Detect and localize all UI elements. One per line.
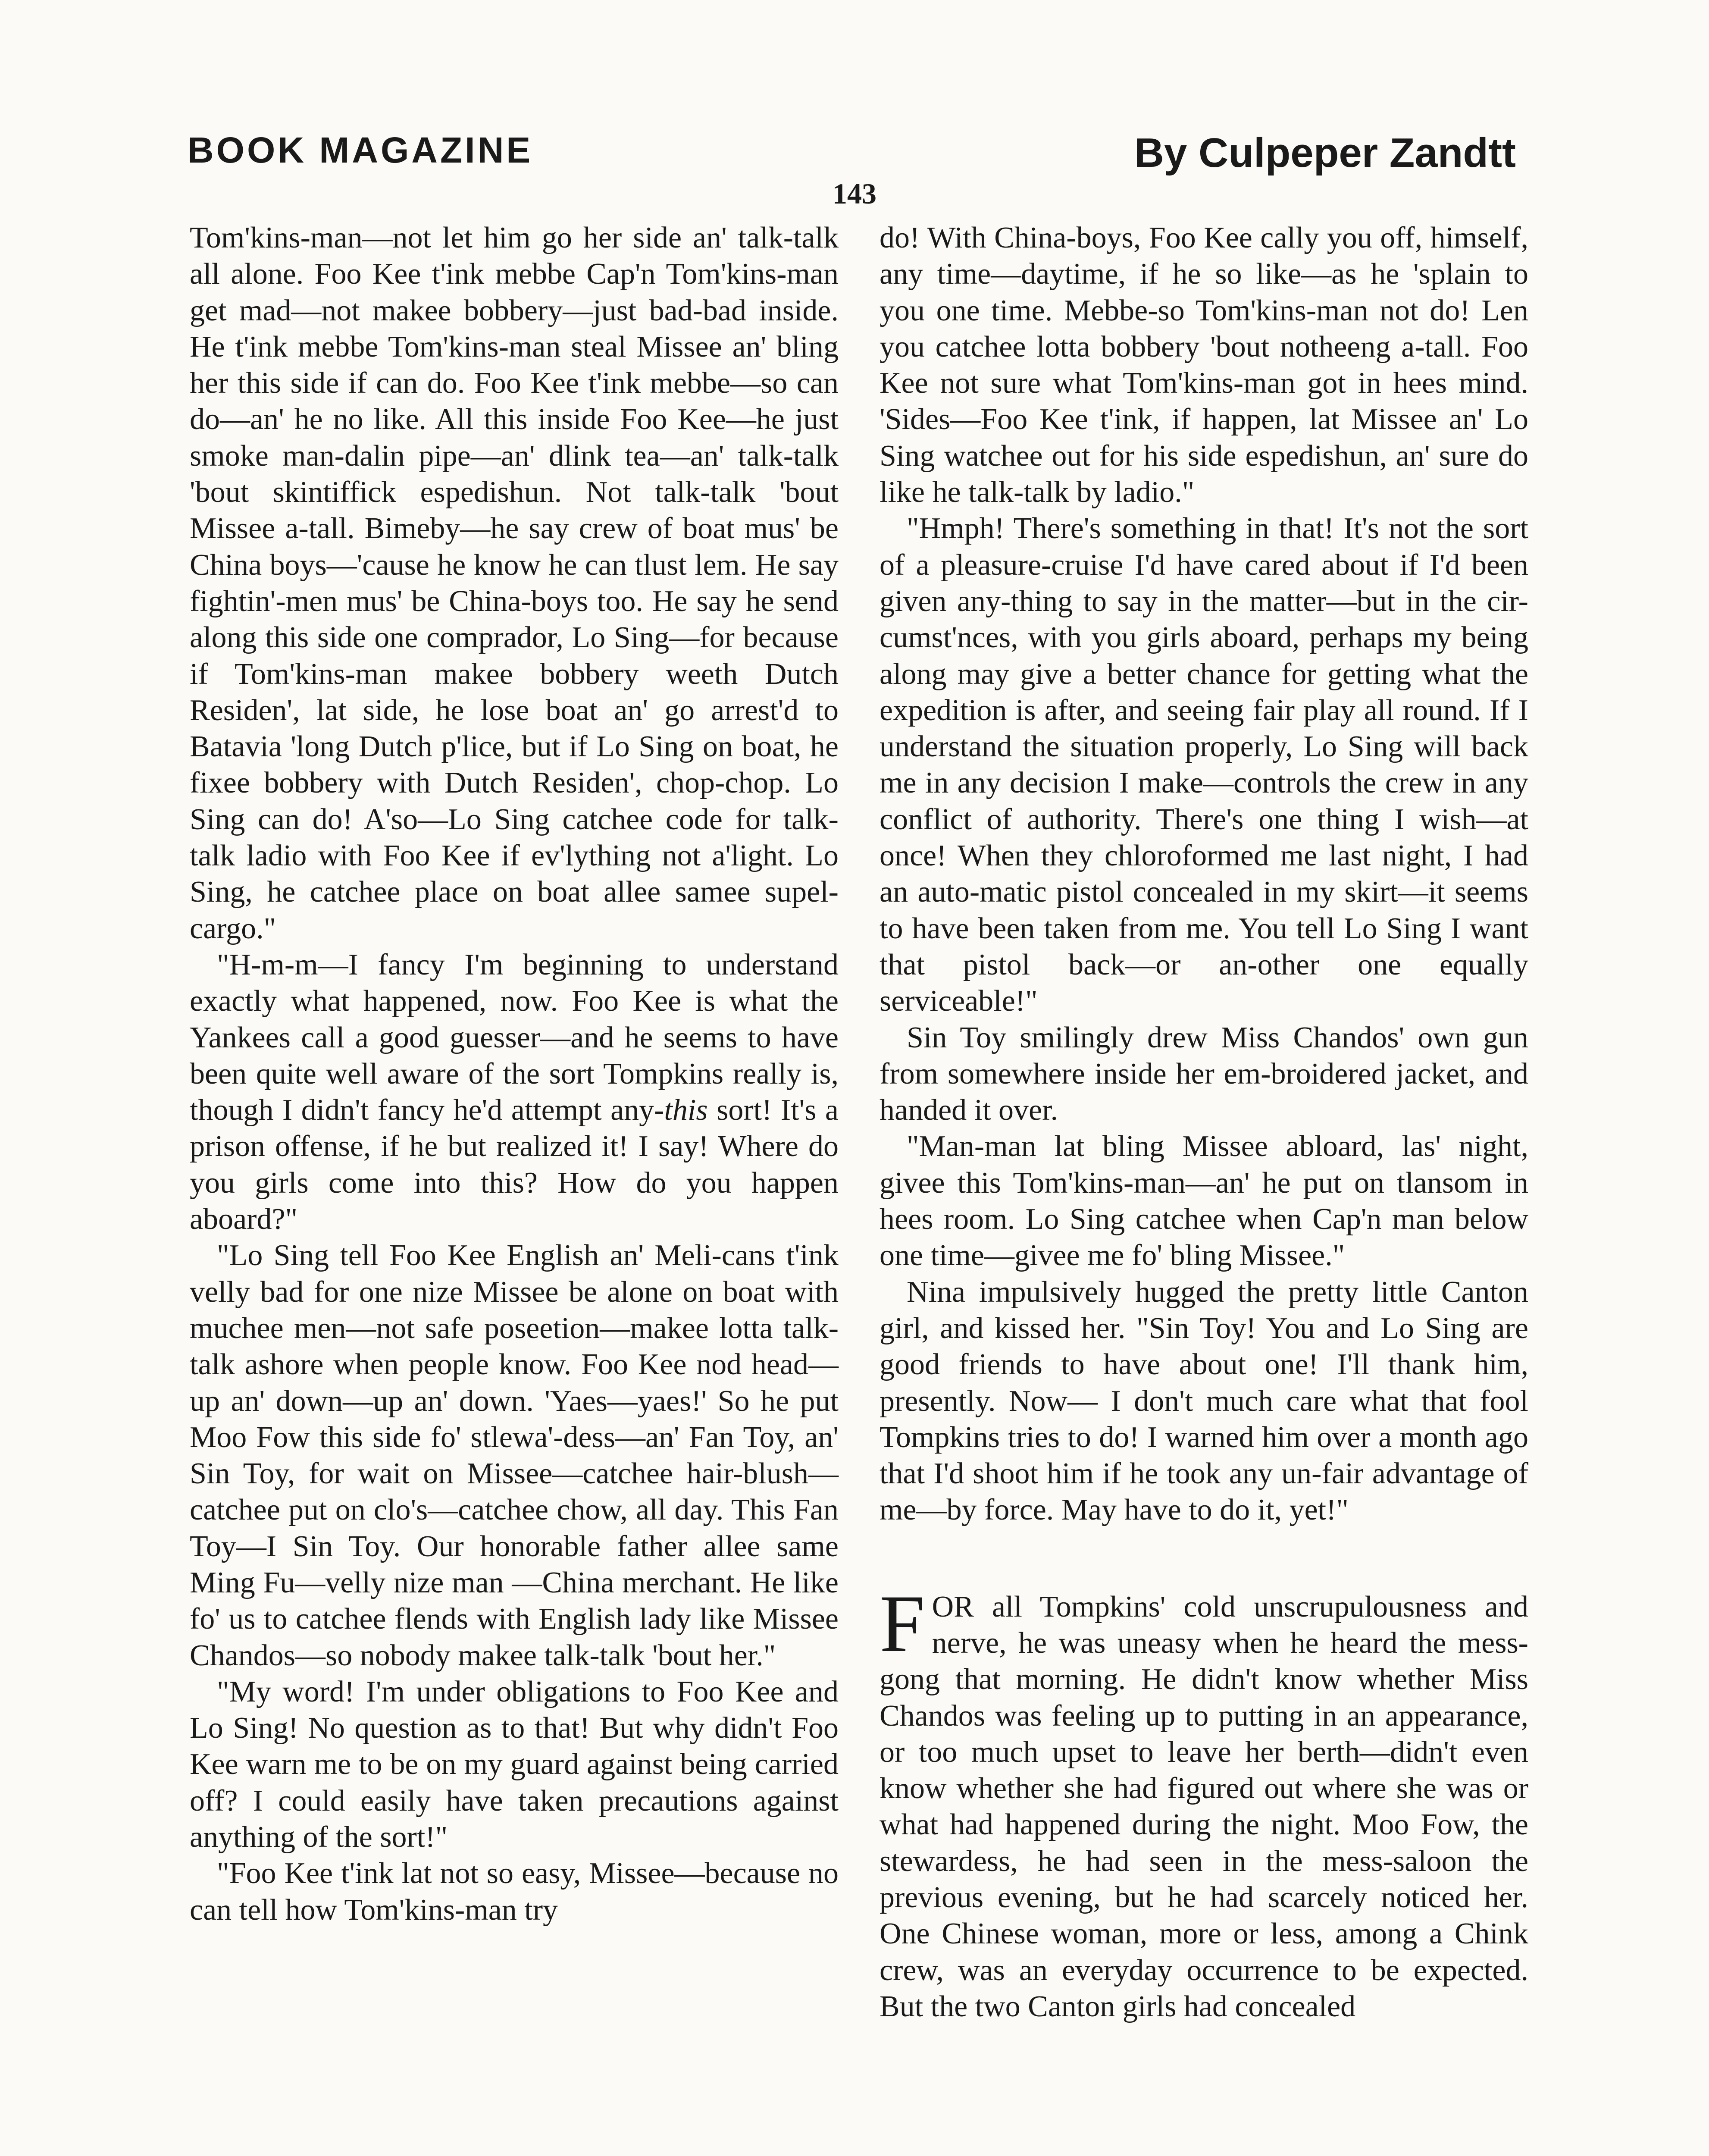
paragraph: "H-m-m—I fancy I'm beginning to understand exactly what happened, now. Foo Kee is what the Yankees call a good guesser—and he seems to have been quite well aware of the sort Tompkins really is, though I didn't fancy he'd attempt any-this sort! It's a prison offense, if he but realized it! I say! Where do you girls come into this? How do you happen aboard?" [190, 948, 839, 1236]
page-number: 143 [833, 177, 876, 210]
paragraph: do! With China-boys, Foo Kee cally you off, himself, any time—daytime, if he so like—as he 'splain to you one time. Mebbe-so Tom'kins-man not do! Len you catchee lotta bobbery 'bout notheeng a-tall. Foo Kee not sure what Tom'kins-man got in hees mind. 'Sides—Foo Kee t'ink, if happen, lat Missee an' Lo Sing watchee out for his side espedishun, an' sure do like he talk-talk by ladio." [880, 221, 1528, 509]
drop-cap: F [880, 1578, 925, 1669]
paragraph: Sin Toy smilingly drew Miss Chandos' own gun from somewhere inside her em-broidered jacket, and handed it over. [880, 1021, 1528, 1127]
paragraph: "Hmph! There's something in that! It's not the sort of a pleasure-cruise I'd have cared about if I'd been given any-thing to say in the matter—but in the cir-cumst'nces, with you girls aboard, perhaps my being along may give a better chance for getting what the expedition is after, and seeing fair play all round. If I understand the situation properly, Lo Sing will back me in any decision I make—controls the crew in any conflict of authority. There's one thing I wish—at once! When they chloroformed me last night, I had an auto-matic pistol concealed in my skirt—it seems to have been taken from me. You tell Lo Sing I want that pistol back—or an-other one equally serviceable!" [880, 512, 1528, 1018]
paragraph: "Man-man lat bling Missee abloard, las' night, givee this Tom'kins-man—an' he put on tlansom in hees room. Lo Sing catchee when Cap'n man below one time—givee me fo' bling Missee." [880, 1130, 1528, 1272]
left-column [190, 220, 839, 1928]
right-column [880, 220, 1528, 2025]
paragraph: Tom'kins-man—not let him go her side an' talk-talk all alone. Foo Kee t'ink mebbe Cap'n Tom'kins-man get mad—not makee bobbery—just bad-bad inside. He t'ink mebbe Tom'kins-man steal Missee an' bling her this side if can do. Foo Kee t'ink mebbe—so can do—an' he no like. All this inside Foo Kee—he just smoke man-dalin pipe—an' dlink tea—an' talk-talk 'bout skintiffick espedishun. Not talk-talk 'bout Missee a-tall. Bimeby—he say crew of boat mus' be China boys—'cause he know he can tlust lem. He say fightin'-men mus' be China-boys too. He say he send along this side one comprador, Lo Sing—for because if Tom'kins-man makee bobbery weeth Dutch Residen', lat side, he lose boat an' go arrest'd to Batavia 'long Dutch p'lice, but if Lo Sing on boat, he fixee bobbery with Dutch Residen', chop-chop. Lo Sing can do! A'so—Lo Sing catchee code for talk-talk ladio with Foo Kee if ev'lything not a'light. Lo Sing, he catchee place on boat allee samee supel-cargo." [190, 221, 839, 945]
paragraph: Nina impulsively hugged the pretty little Canton girl, and kissed her. "Sin Toy! You and Lo Sing are good friends to have about one! I'll thank him, presently. Now— I don't much care what that fool Tompkins tries to do! I warned him over a month ago that I'd shoot him if he took any un-fair advantage of me—by force. May have to do it, yet!" [880, 1275, 1528, 1527]
section-opening-paragraph: FOR all Tompkins' cold unscrupulousness and nerve, he was uneasy when he heard the mess-gong that morning. He didn't know whether Miss Chandos was feeling up to putting in an appearance, or too much upset to leave her berth—didn't even know whether she had figured out where she was or what had happened during the night. Moo Fow, the stewardess, he had seen in the mess-saloon the previous evening, but he had scarcely noticed her. One Chinese woman, more or less, among a Chink crew, was an everyday occurrence to be expected. But the two Canton girls had concealed [880, 1578, 1528, 2023]
publication-title: BOOK MAGAZINE [188, 130, 533, 170]
paragraph: "Foo Kee t'ink lat not so easy, Missee—because no can tell how Tom'kins-man try [190, 1857, 839, 1927]
author-byline: By Culpeper Zandtt [1134, 130, 1516, 176]
paragraph: "My word! I'm under obligations to Foo Kee and Lo Sing! No question as to that! But why didn't Foo Kee warn me to be on my guard against being carried off? I could easily have taken precautions against anything of the sort!" [190, 1675, 839, 1854]
paragraph: "Lo Sing tell Foo Kee English an' Meli-cans t'ink velly bad for one nize Missee be alone on boat with muchee men—not safe poseetion—makee lotta talk-talk ashore when people know. Foo Kee nod head—up an' down—up an' down. 'Yaes—yaes!' So he put Moo Fow this side fo' stlewa'-dess—an' Fan Toy, an' Sin Toy, for wait on Missee—catchee hair-blush—catchee put on clo's—catchee chow, all day. This Fan Toy—I Sin Toy. Our honorable father allee same Ming Fu—velly nize man —China merchant. He like fo' us to catchee flends with English lady like Missee Chandos—so nobody makee talk-talk 'bout her." [190, 1239, 839, 1672]
